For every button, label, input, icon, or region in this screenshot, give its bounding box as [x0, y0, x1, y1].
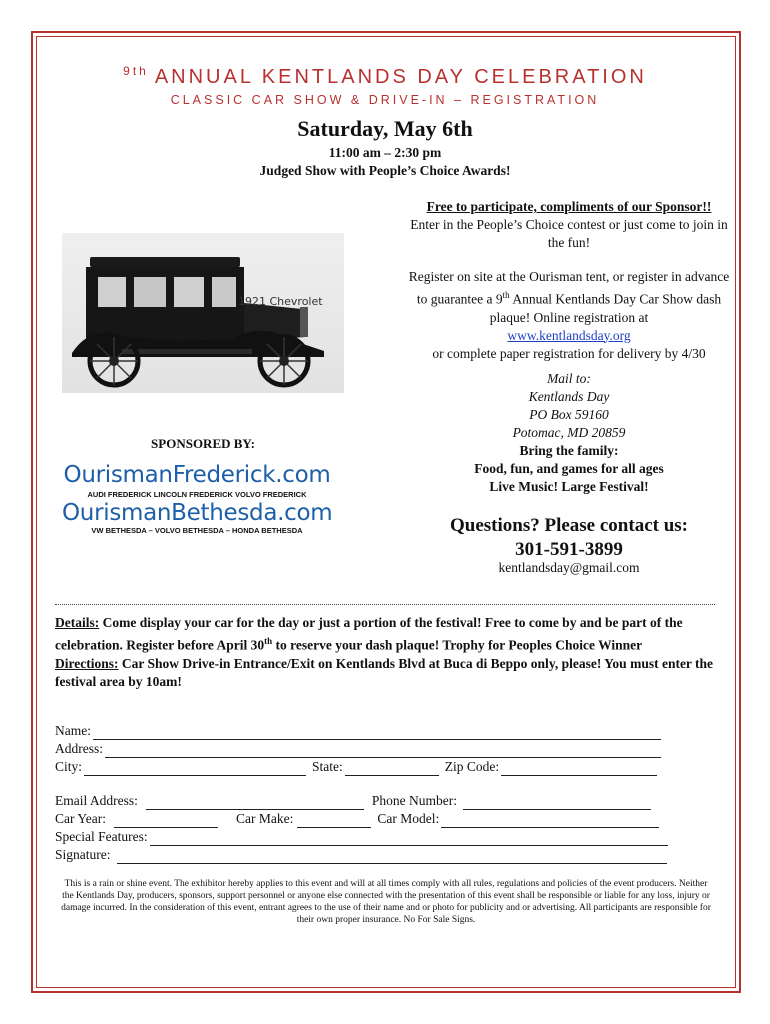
- directions-paragraph: Directions: Car Show Drive-in Entrance/Exit on Kentlands Blvd at Buca di Beppo only, please! You must enter the festival area by 10am!: [55, 655, 714, 689]
- zip-field[interactable]: [501, 761, 657, 776]
- state-field[interactable]: [345, 761, 439, 776]
- event-title: [40, 64, 730, 89]
- ourisman-frederick-logo: OurismanFrederick.com: [63, 462, 331, 488]
- email-row: Email Address: Phone Number:: [55, 792, 717, 810]
- free-participation: Free to participate, compliments of our Sponsor!!: [426, 199, 712, 214]
- contact-phone: 301-591-3899: [515, 539, 623, 560]
- register-text: Register on site at the Ourisman tent, or register in advance to guarantee a 9th Annual Kentlands Day Car Show dash plaque! Online registration at: [408, 269, 730, 325]
- car-model-field[interactable]: [441, 813, 659, 828]
- event-date: Saturday, May 6th: [297, 116, 473, 141]
- details-section: [55, 614, 717, 691]
- signature-row: Signature:: [55, 846, 717, 864]
- city-row: City: State: Zip Code:: [55, 758, 717, 776]
- disclaimer: This is a rain or shine event. The exhibitor hereby applies to this event and will at all times comply with all rules, regulations and policies of the event producers. Neither the Kentlands Day, producers, sponsors, support personnel or anyone else connected with the presentation of this event shall be responsible or liable for any loss, injury or damage incurred. In the consideration of this event, entrant agrees to the use of their name and or photo for publicity and or advertising. All participants are responsible for their own proper insurance. No For Sale Signs.: [61, 879, 711, 925]
- special-row: Special Features:: [55, 828, 717, 846]
- car-row: Car Year: Car Make: Car Model:: [55, 810, 717, 828]
- car-make-field[interactable]: [297, 813, 371, 828]
- contact-heading: Questions? Please contact us: 301-591-3899: [404, 514, 734, 562]
- event-time: 11:00 am – 2:30 pm: [328, 145, 442, 160]
- registration-info: [404, 198, 734, 363]
- title-ordinal: 9th: [123, 64, 149, 78]
- car-illustration: [62, 233, 344, 393]
- sponsored-by-label: SPONSORED BY:: [151, 436, 255, 451]
- address-row: Address:: [55, 740, 717, 758]
- email-field[interactable]: [146, 795, 364, 810]
- city-field[interactable]: [84, 761, 306, 776]
- paper-registration: or complete paper registration for delivery by 4/30: [432, 345, 706, 361]
- registration-form: [55, 722, 717, 864]
- frederick-dealers: AUDI FREDERICK LINCOLN FREDERICK VOLVO FREDERICK: [87, 490, 307, 499]
- mail-address: Mail to: Kentlands Day PO Box 59160 Potomac, MD 20859: [512, 371, 626, 440]
- section-divider: [55, 604, 715, 605]
- bethesda-dealers: VW BETHESDA – VOLVO BETHESDA – HONDA BETHESDA: [91, 526, 303, 535]
- details-paragraph: Details: Come display your car for the day or just a portion of the festival! Free to come by and be part of the celebration. Register before April 30th to reserve your dash plaque! Trophy for Peoples Choice Winner: [55, 615, 683, 653]
- contest-text: Enter in the People’s Choice contest or just come to join in the fun!: [410, 217, 728, 250]
- contact-email: kentlandsday@gmail.com: [498, 560, 640, 575]
- name-field[interactable]: [93, 725, 661, 740]
- website-link[interactable]: www.kentlandsday.org: [507, 327, 631, 343]
- address-field[interactable]: [105, 743, 661, 758]
- signature-field[interactable]: [117, 849, 667, 864]
- name-row: Name:: [55, 722, 717, 740]
- title-main: ANNUAL KENTLANDS DAY CELEBRATION: [154, 66, 647, 88]
- car-photo: [62, 233, 344, 393]
- special-features-field[interactable]: [150, 831, 668, 846]
- event-subtitle: CLASSIC CAR SHOW & DRIVE-IN – REGISTRATION: [170, 93, 600, 107]
- car-caption: 1921 Chevrolet: [238, 295, 323, 308]
- ourisman-bethesda-logo: OurismanBethesda.com: [62, 500, 333, 526]
- phone-field[interactable]: [463, 795, 651, 810]
- family-info: Bring the family: Food, fun, and games for all ages Live Music! Large Festival!: [474, 443, 664, 494]
- car-year-field[interactable]: [114, 813, 218, 828]
- judged-show-line: Judged Show with People’s Choice Awards!: [259, 163, 511, 178]
